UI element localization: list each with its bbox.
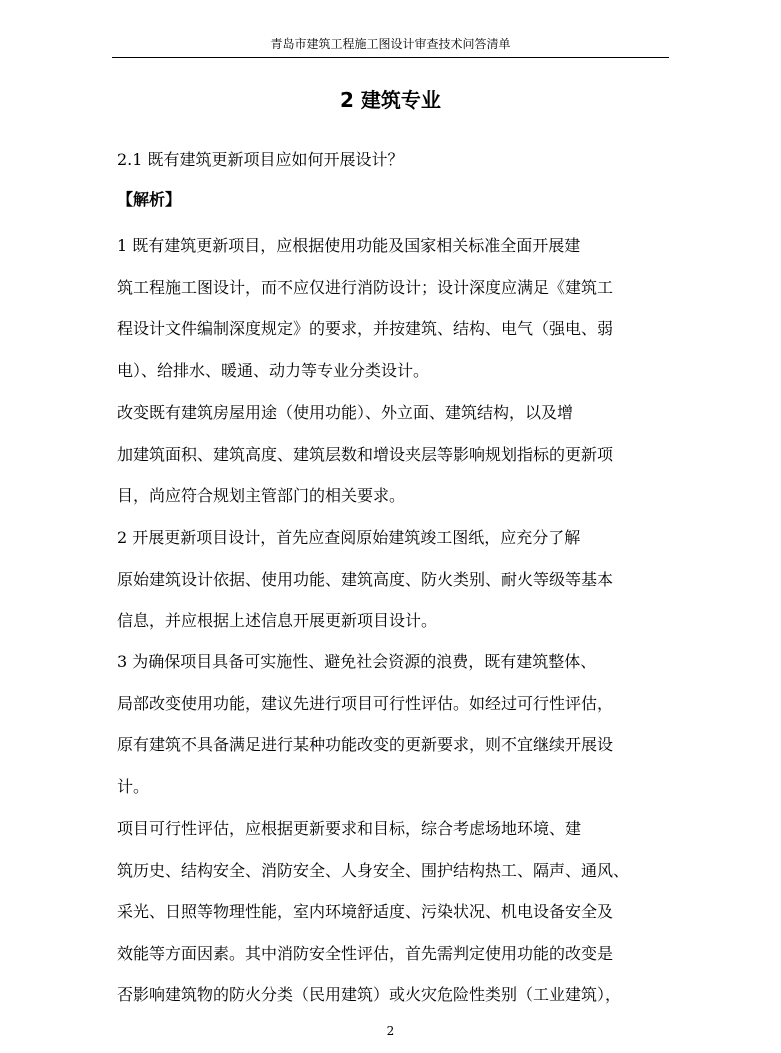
paragraph-5 (117, 808, 669, 1016)
paragraph-4 (117, 641, 669, 807)
paragraph-2 (117, 392, 669, 517)
paragraph-line: 筑历史、结构安全、消防安全、人身安全、围护结构热工、隔声、通风、 (117, 860, 630, 880)
page-header-title: 青岛市建筑工程施工图设计审查技术问答清单 (270, 37, 511, 51)
chapter-title: 2 建筑专业 (340, 88, 441, 112)
paragraph-line: 2 开展更新项目设计，首先应查阅原始建筑竣工图纸，应充分了解 (117, 528, 581, 547)
paragraph-line: 项目可行性评估，应根据更新要求和目标，综合考虑场地环境、建 (117, 819, 582, 838)
paragraph-line: 采光、日照等物理性能，室内环境舒适度、污染状况、机电设备安全及 (117, 902, 614, 921)
paragraph-line: 加建筑面积、建筑高度、建筑层数和增设夹层等影响规划指标的更新项 (117, 444, 614, 464)
paragraph-line: 程设计文件编制深度规定》的要求，并按建筑、结构、电气（强电、弱 (117, 319, 614, 338)
paragraph-line: 原始建筑设计依据、使用功能、建筑高度、防火类别、耐火等级等基本 (117, 569, 614, 589)
page-number: 2 (386, 1024, 395, 1038)
paragraph-line: 目，尚应符合规划主管部门的相关要求。 (117, 486, 406, 505)
paragraph-line: 否影响建筑物的防火分类（民用建筑）或火灾危险性类别（工业建筑）， (117, 985, 622, 1004)
paragraph-line: 3 为确保项目具备可实施性、避免社会资源的浪费，既有建筑整体、 (117, 652, 597, 671)
paragraph-line: 原有建筑不具备满足进行某种功能改变的更新要求，则不宜继续开展设 (117, 735, 614, 754)
paragraph-line: 改变既有建筑房屋用途（使用功能）、外立面、建筑结构，以及增 (117, 403, 574, 422)
paragraph-1 (117, 225, 669, 391)
paragraph-line: 电）、给排水、暖通、动力等专业分类设计。 (117, 360, 430, 380)
question-heading: 2.1 既有建筑更新项目应如何开展设计？ (117, 150, 404, 169)
header-divider (112, 57, 669, 58)
paragraph-line: 计。 (117, 776, 150, 796)
paragraph-line: 局部改变使用功能，建议先进行项目可行性评估。如经过可行性评估， (117, 693, 614, 713)
paragraph-line: 信息，并应根据上述信息开展更新项目设计。 (117, 611, 438, 630)
paragraph-line: 1 既有建筑更新项目，应根据使用功能及国家相关标准全面开展建 (117, 236, 581, 255)
analysis-label: 【解析】 (117, 190, 182, 209)
paragraph-line: 效能等方面因素。其中消防安全性评估，首先需判定使用功能的改变是 (117, 943, 614, 963)
paragraph-line: 筑工程施工图设计，而不应仅进行消防设计；设计深度应满足《建筑工 (117, 277, 614, 297)
paragraph-3 (117, 517, 669, 642)
